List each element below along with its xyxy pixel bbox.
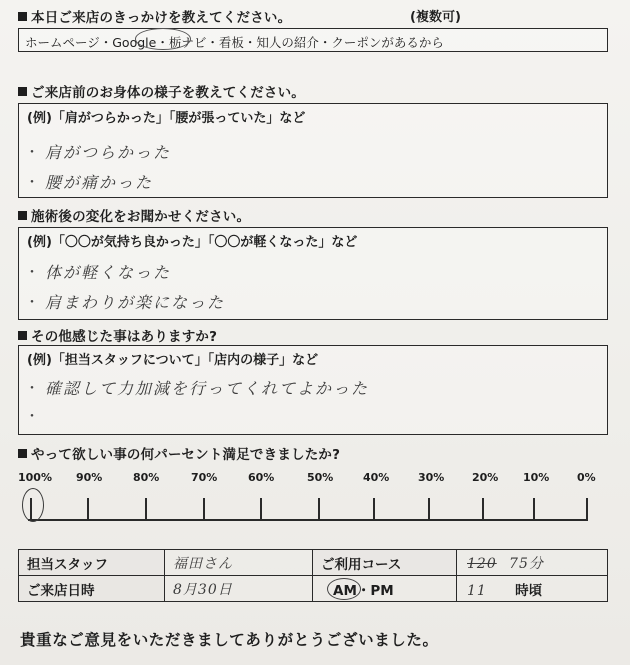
course-value: 75分 <box>509 555 544 572</box>
q2-heading: ご来店前のお身体の様子を教えてください。 <box>18 81 305 101</box>
scale-label: 60% <box>248 471 275 484</box>
date-value-cell <box>165 576 313 602</box>
q1-box <box>18 28 608 52</box>
q4-box: (例)「担当スタッフについて」「店内の様子」など ・ 確認して力加減を行ってくれてよかった ・ <box>18 345 608 435</box>
q3-heading: 施術後の変化をお聞かせください。 <box>18 205 250 225</box>
q2-box: (例)「肩がつらかった」「腰が張っていた」など ・ 肩がつらかった ・ 腰が痛かった <box>18 103 608 198</box>
selected-100-circle-mark <box>22 488 44 522</box>
q1-note: (複数可) <box>410 10 461 25</box>
ampm-cell <box>313 576 457 602</box>
staff-label: 担当スタッフ <box>19 550 165 576</box>
scale-label: 50% <box>307 471 334 484</box>
scale-tick <box>318 498 320 520</box>
time-cell <box>457 576 608 602</box>
thanks-message: 貴重なご意見をいただきましてありがとうございました。 <box>20 631 439 649</box>
q1-options: ホームページ・Google・栃ナビ・看板・知人の紹介・クーポンがあるから <box>25 35 444 50</box>
scale-tick <box>373 498 375 520</box>
scale-label: 0% <box>577 471 596 484</box>
scale-label: 70% <box>191 471 218 484</box>
time-suffix: 時頃 <box>515 582 543 599</box>
q3-example: (例)「〇〇が気持ち良かった」「〇〇が軽くなった」など <box>27 235 358 250</box>
q4-heading: その他感じた事はありますか? <box>18 325 217 345</box>
scale-label: 80% <box>133 471 160 484</box>
q3-answer-1: 体が軽くなった <box>45 263 172 282</box>
scale-tick <box>87 498 89 520</box>
course-struck-value: 120 <box>467 555 497 572</box>
course-value-cell <box>457 550 608 576</box>
scale-tick <box>203 498 205 520</box>
q2-example: (例)「肩がつらかった」「腰が張っていた」など <box>27 111 306 126</box>
scale-label: 10% <box>523 471 550 484</box>
scale-label: 40% <box>363 471 390 484</box>
staff-value: 福田さん <box>173 555 233 572</box>
scale-tick <box>586 498 588 520</box>
scale-label: 20% <box>472 471 499 484</box>
scale-baseline <box>28 519 588 521</box>
staff-value-cell <box>165 550 313 576</box>
date-label: ご来店日時 <box>19 576 165 602</box>
course-label: ご利用コース <box>313 550 457 576</box>
visit-info-table <box>18 549 608 602</box>
q2-answer-2: 腰が痛かった <box>45 173 154 192</box>
ampm-text: AM・PM <box>333 582 394 599</box>
q3-box: (例)「〇〇が気持ち良かった」「〇〇が軽くなった」など ・ 体が軽くなった ・ 肩まわりが楽になった <box>18 227 608 320</box>
scale-label: 100% <box>18 471 52 484</box>
q2-answer-1: 肩がつらかった <box>45 143 172 162</box>
scale-tick <box>145 498 147 520</box>
q1-heading: 本日ご来店のきっかけを教えてください。 <box>18 6 291 26</box>
q4-example: (例)「担当スタッフについて」「店内の様子」など <box>27 353 319 368</box>
scale-label: 30% <box>418 471 445 484</box>
scale-tick <box>260 498 262 520</box>
q3-answer-2: 肩まわりが楽になった <box>45 293 226 312</box>
time-value: 11 <box>467 582 487 599</box>
scale-tick <box>482 498 484 520</box>
q5-heading: やって欲しい事の何パーセント満足できましたか? <box>18 443 340 463</box>
scale-label: 90% <box>76 471 103 484</box>
scale-tick <box>533 498 535 520</box>
scale-tick <box>428 498 430 520</box>
am-circle-mark <box>327 578 361 600</box>
google-circle-mark <box>135 28 191 50</box>
q4-answer-1: 確認して力加減を行ってくれてよかった <box>45 379 370 398</box>
date-value: 8月30日 <box>173 581 233 598</box>
